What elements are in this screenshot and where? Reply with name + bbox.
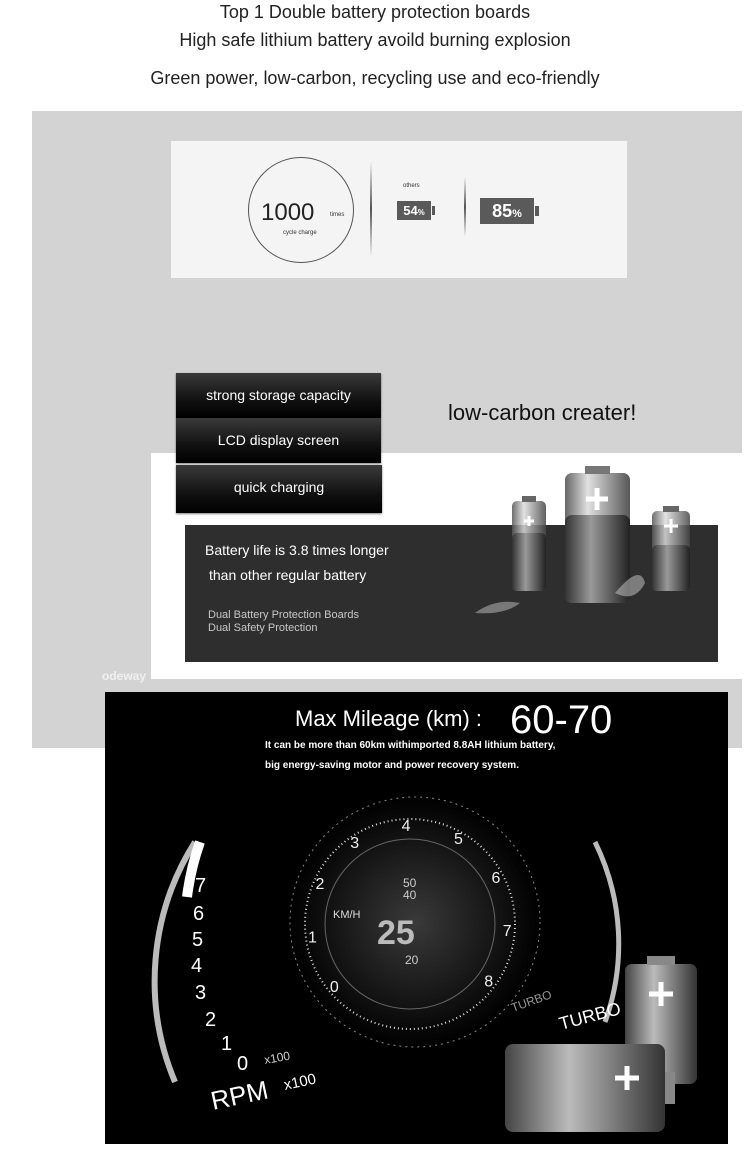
inner-tick-20: 20 [405, 953, 419, 967]
ours-percent: 85 [492, 201, 513, 221]
inner-tick-40: 40 [403, 888, 417, 902]
ring-digit: 1 [308, 929, 317, 947]
battery-cap [432, 206, 435, 215]
rpm-multiplier-small: x100 [263, 1048, 292, 1067]
feature-lcd: LCD display screen [176, 418, 381, 463]
ring-digit: 6 [491, 870, 501, 887]
turbo-arc [595, 842, 619, 1022]
mileage-value: 60-70 [510, 698, 613, 742]
battery-others-icon [397, 201, 431, 220]
cycle-label: cycle charge [283, 230, 317, 236]
battery-small-left-icon [512, 496, 546, 591]
turbo-label: TURBO [556, 998, 623, 1034]
ring-digit: 0 [329, 979, 339, 996]
others-label: others [403, 183, 420, 189]
tagline: low-carbon creater! [448, 400, 637, 425]
cycle-count: 1000 [261, 199, 315, 226]
rpm-digit: 7 [195, 875, 207, 897]
percent-sign: % [417, 208, 425, 217]
battery-small-right-icon [652, 506, 690, 591]
battery-ours-icon [480, 198, 534, 224]
cycle-unit: times [330, 212, 345, 218]
battery-life-line1: Battery life is 3.8 times longer [205, 542, 389, 558]
inner-tick-50: 50 [403, 876, 417, 890]
ring-digit: 3 [350, 834, 360, 852]
ring-digit: 5 [454, 831, 463, 849]
battery-lying-icon [505, 1044, 675, 1132]
ring-digit: 8 [484, 973, 494, 991]
divider [464, 177, 466, 237]
rpm-digit: 2 [205, 1009, 217, 1031]
rpm-digit: 4 [191, 955, 203, 977]
others-percent: 54 [403, 203, 418, 218]
safety-protection-text: Dual Safety Protection [208, 622, 318, 634]
battery-life-line2: than other regular battery [209, 567, 367, 583]
speed-unit: KM/H [333, 909, 361, 921]
ring-digit: 4 [401, 818, 411, 836]
battery-group-illustration [300, 463, 718, 633]
mileage-description-line2: big energy-saving motor and power recovery system. [265, 760, 519, 771]
rpm-multiplier: x100 [282, 1070, 318, 1094]
protection-boards-text: Dual Battery Protection Boards [208, 609, 360, 621]
mileage-description-line1: It can be more than 60km withimported 8.8AH lithium battery, [265, 740, 556, 751]
ring-digit: 7 [502, 922, 512, 940]
feature-storage: strong storage capacity [176, 373, 381, 418]
headline-eco: Green power, low-carbon, recycling use and eco-friendly [150, 68, 600, 88]
cycle-charge-card [171, 141, 627, 278]
rpm-digit: 6 [193, 903, 205, 925]
rpm-digit: 5 [192, 929, 204, 951]
speed-value: 25 [377, 914, 415, 952]
mileage-panel [105, 692, 728, 1144]
battery-cap [535, 206, 539, 216]
headline-safety: High safe lithium battery avoild burning explosion [179, 30, 571, 50]
battery-large-center-icon [565, 466, 630, 603]
rpm-digit: 1 [221, 1033, 233, 1055]
watermark: odeway [102, 669, 147, 683]
rpm-label: RPM [208, 1074, 271, 1116]
headline-top: Top 1 Double battery protection boards [219, 2, 531, 22]
rpm-digit: 3 [195, 982, 207, 1004]
ring-digit: 2 [315, 876, 325, 894]
rpm-digit: 0 [237, 1053, 249, 1075]
divider [370, 161, 372, 257]
feature-charging: quick charging [176, 465, 382, 513]
turbo-label-small: TURBO [509, 987, 554, 1015]
leaf-reflection [475, 602, 520, 614]
percent-sign: % [512, 208, 522, 220]
mileage-title: Max Mileage (km) : [295, 706, 483, 731]
